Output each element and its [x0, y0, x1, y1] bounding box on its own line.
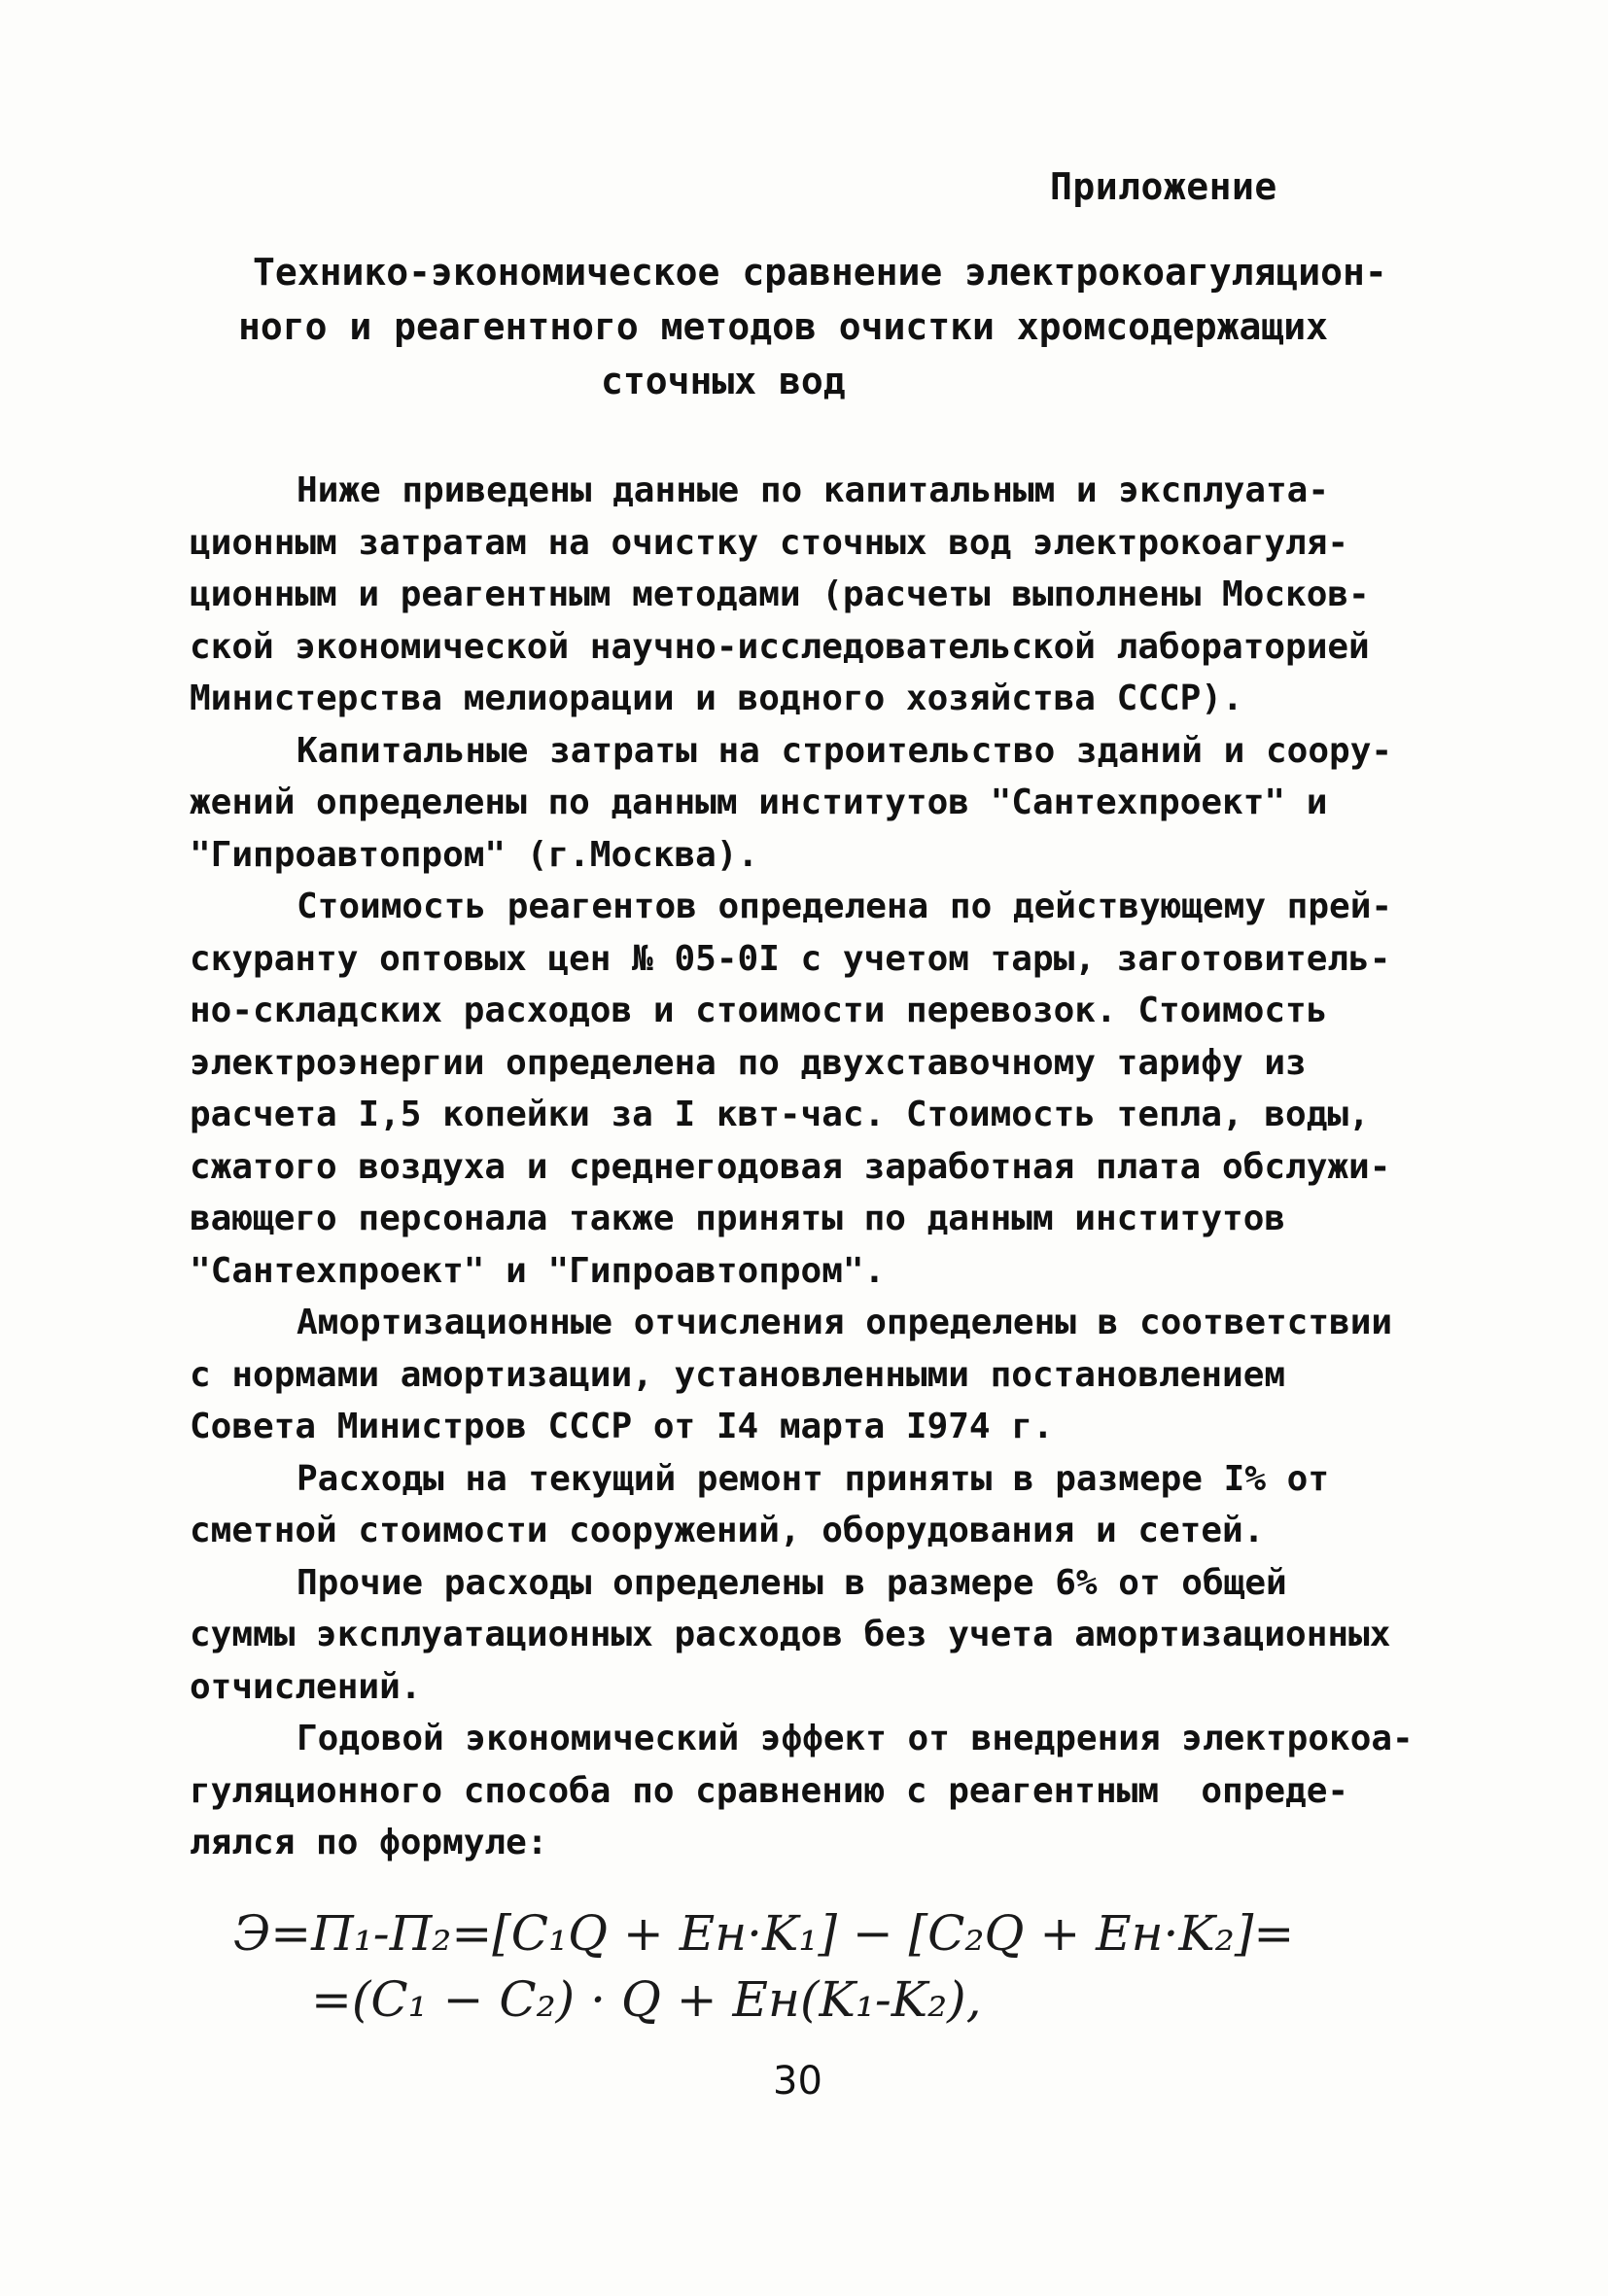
body-line: Министерства мелиорации и водного хозяйства СССР).: [190, 678, 1243, 718]
title-line: сточных вод: [601, 360, 846, 402]
body-line: Ниже приведены данные по капитальным и эксплуата-: [297, 470, 1330, 510]
body-line: гуляционного способа по сравнению с реагентным опреде-: [190, 1770, 1349, 1811]
body-line: Капитальные затраты на строительство зданий и соору-: [297, 730, 1393, 771]
body-line: с нормами амортизации, установленными постановлением: [190, 1354, 1286, 1395]
formula-line-2: =(C₁ − C₂) · Q + Ен(K₁-K₂),: [311, 1971, 982, 2028]
body-line: отчислений.: [190, 1666, 422, 1707]
body-line: сметной стоимости сооружений, оборудования и сетей.: [190, 1511, 1265, 1550]
document-title: [224, 245, 1419, 408]
formula-line-1: Э=П₁-П₂=[C₁Q + Ен·K₁] − [C₂Q + Ен·K₂]=: [233, 1905, 1295, 1962]
title-line: Технико-экономическое сравнение электрокоагуляцион-: [253, 251, 1387, 294]
body-line: Амортизационные отчисления определены в соответствии: [297, 1303, 1393, 1342]
economic-effect-formula: [233, 1900, 1294, 2033]
body-line: электроэнергии определена по двухставочному тарифу из: [190, 1042, 1307, 1083]
body-text: [190, 465, 1444, 1869]
body-line: но-складских расходов и стоимости перевозок. Стоимость: [190, 991, 1328, 1030]
body-line: сжатого воздуха и среднегодовая заработная плата обслужи-: [190, 1146, 1391, 1187]
body-line: "Сантехпроект" и "Гипроавтопром".: [190, 1250, 886, 1291]
body-line: "Гипроавтопром" (г.Москва).: [190, 834, 759, 875]
appendix-label: Приложение: [1050, 165, 1277, 208]
body-line: расчета I,5 копейки за I квт-час. Стоимость тепла, воды,: [190, 1095, 1370, 1134]
body-line: ской экономической научно-исследовательской лабораторией: [190, 626, 1370, 667]
body-line: ционным затратам на очистку сточных вод электрокоагуля-: [190, 522, 1349, 563]
body-line: суммы эксплуатационных расходов без учета амортизационных: [190, 1615, 1391, 1654]
page-number: 30: [773, 2059, 822, 2104]
body-line: Стоимость реагентов определена по действующему прей-: [297, 887, 1393, 926]
body-line: Годовой экономический эффект от внедрения электрокоа-: [297, 1719, 1414, 1758]
title-line: ного и реагентного методов очистки хромсодержащих: [238, 305, 1329, 348]
body-line: вающего персонала также приняты по данным институтов: [190, 1199, 1286, 1238]
body-line: ционным и реагентным методами (расчеты выполнены Москов-: [190, 574, 1370, 614]
body-line: Совета Министров СССР от I4 марта I974 г.: [190, 1407, 1054, 1446]
body-line: Расходы на текущий ремонт приняты в размере I% от: [297, 1458, 1330, 1499]
body-line: лялся по формуле:: [190, 1823, 548, 1862]
body-line: жений определены по данным институтов "Сантехпроект" и: [190, 783, 1328, 822]
body-line: Прочие расходы определены в размере 6% от общей: [297, 1562, 1287, 1603]
body-line: скуранту оптовых цен № 05-0I с учетом тары, заготовитель-: [190, 938, 1391, 979]
